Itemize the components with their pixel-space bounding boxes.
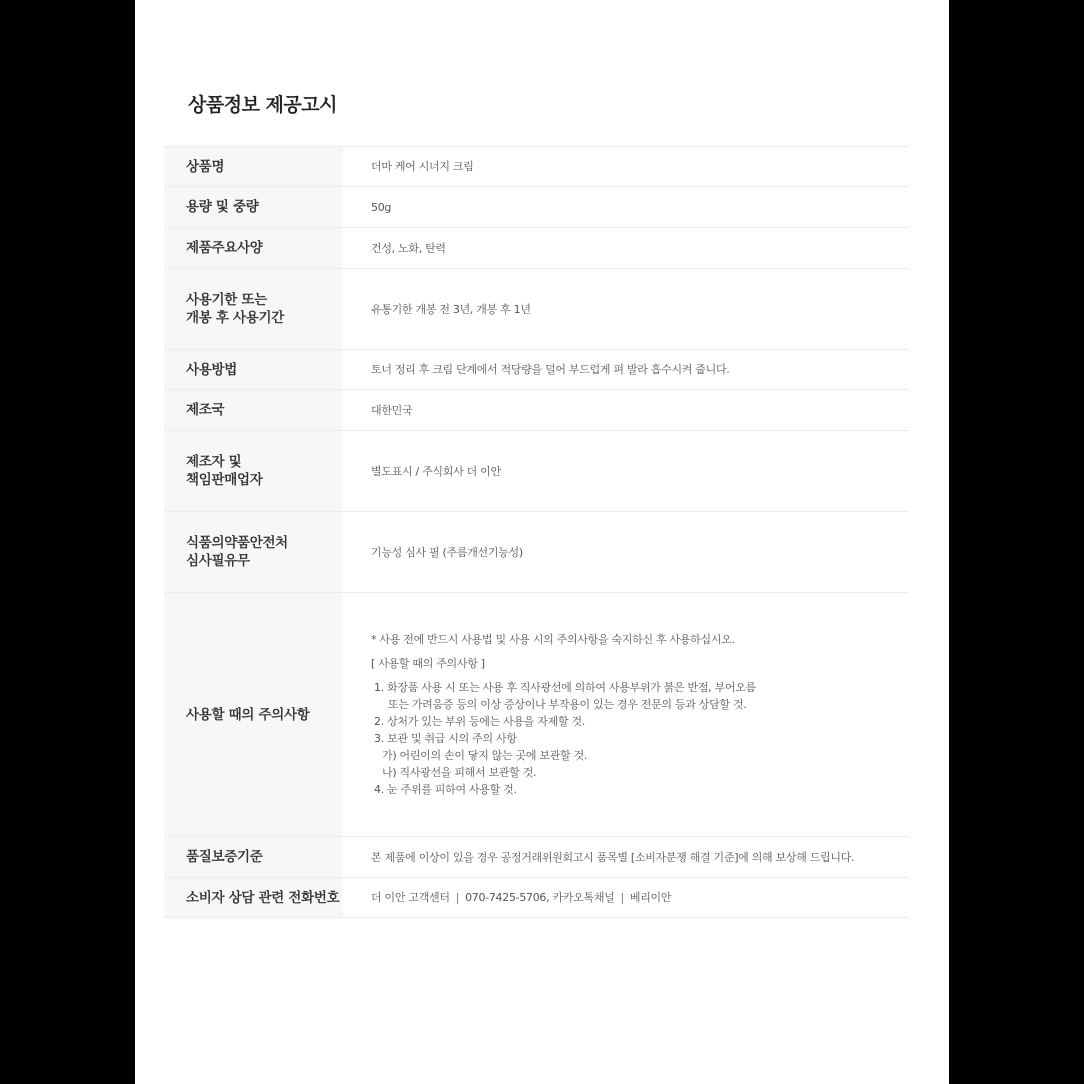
- row-label-manufacturer-line1: 제조자 및: [186, 454, 242, 470]
- table-row: [164, 512, 909, 593]
- table-row: [164, 147, 909, 187]
- row-label-caution: 사용할 때의 주의사항: [164, 593, 343, 837]
- table-row: [164, 878, 909, 918]
- row-label-expiry: [164, 269, 343, 350]
- table-row: [164, 837, 909, 878]
- contact-phone: 070-7425-5706, 카카오톡채널: [465, 891, 615, 904]
- row-label-contact: 소비자 상담 관련 전화번호: [164, 878, 343, 918]
- caution-line: 3. 보관 및 취급 시의 주의 사항: [374, 732, 517, 745]
- row-value-contact: [343, 878, 909, 918]
- table-row: [164, 228, 909, 269]
- row-label-usage: 사용방법: [164, 350, 343, 390]
- product-info-table: [164, 146, 909, 918]
- row-value-expiry: 유통기한 개봉 전 3년, 개봉 후 1년: [343, 269, 909, 350]
- row-label-manufacturer: [164, 431, 343, 512]
- table-row: [164, 593, 909, 837]
- row-value-manufacturer: 별도표시 / 주식회사 더 이안: [343, 431, 909, 512]
- caution-line: 가) 어린이의 손이 닿지 않는 곳에 보관할 것.: [382, 749, 588, 762]
- table-row: [164, 431, 909, 512]
- row-label-spec: 제품주요사양: [164, 228, 343, 269]
- contact-separator: |: [455, 891, 460, 904]
- row-label-expiry-line1: 사용기한 또는: [186, 292, 267, 308]
- row-label-mfds-line1: 식품의약품안전처: [186, 535, 288, 551]
- row-value-spec: 건성, 노화, 탄력: [343, 228, 909, 269]
- row-label-mfds: [164, 512, 343, 593]
- caution-intro: * 사용 전에 반드시 사용법 및 사용 시의 주의사항을 숙지하신 후 사용하십시오.: [371, 633, 735, 646]
- row-label-volume: 용량 및 중량: [164, 187, 343, 228]
- contact-separator: |: [620, 891, 624, 904]
- row-value-warranty: 본 제품에 이상이 있을 경우 공정거래위원회고시 품목별 [소비자분쟁 해결 기준]에 의해 보상해 드립니다.: [343, 837, 909, 878]
- row-label-product-name: 상품명: [164, 147, 343, 187]
- row-label-warranty: 품질보증기준: [164, 837, 343, 878]
- table-row: [164, 187, 909, 228]
- row-label-manufacturer-line2: 책임판매업자: [186, 472, 263, 488]
- caution-line: 나) 직사광선을 피해서 보관할 것.: [382, 766, 537, 779]
- page-title: 상품정보 제공고시: [188, 94, 337, 116]
- table-row: [164, 390, 909, 431]
- contact-center: 더 이안 고객센터: [371, 891, 450, 904]
- row-value-caution: [343, 593, 909, 837]
- caution-line: 1. 화장품 사용 시 또는 사용 후 직사광선에 의하여 사용부위가 붉은 반점, 부어오름: [374, 681, 756, 694]
- row-label-expiry-line2: 개봉 후 사용기간: [186, 310, 284, 326]
- caution-line: 또는 가려움증 등의 이상 증상이나 부작용이 있는 경우 전문의 등과 상담할 것.: [388, 698, 747, 711]
- caution-line: 2. 상처가 있는 부위 등에는 사용을 자제할 것.: [374, 715, 586, 728]
- contact-channel: 베리이안: [629, 891, 672, 904]
- product-info-page: [135, 0, 949, 1084]
- row-value-origin: 대한민국: [343, 390, 909, 431]
- row-value-usage: 토너 정리 후 크림 단계에서 적당량을 덜어 부드럽게 펴 발라 흡수시켜 줍니다.: [343, 350, 909, 390]
- row-value-mfds: 기능성 심사 필 (주름개선기능성): [343, 512, 909, 593]
- row-label-origin: 제조국: [164, 390, 343, 431]
- row-value-volume: 50g: [343, 187, 909, 228]
- table-row: [164, 269, 909, 350]
- caution-line: 4. 눈 주위를 피하여 사용할 것.: [374, 783, 517, 796]
- row-value-product-name: 더마 케어 시너지 크림: [343, 147, 909, 187]
- caution-heading: [ 사용할 때의 주의사항 ]: [371, 657, 485, 670]
- table-row: [164, 350, 909, 390]
- row-label-mfds-line2: 심사필유무: [186, 553, 250, 569]
